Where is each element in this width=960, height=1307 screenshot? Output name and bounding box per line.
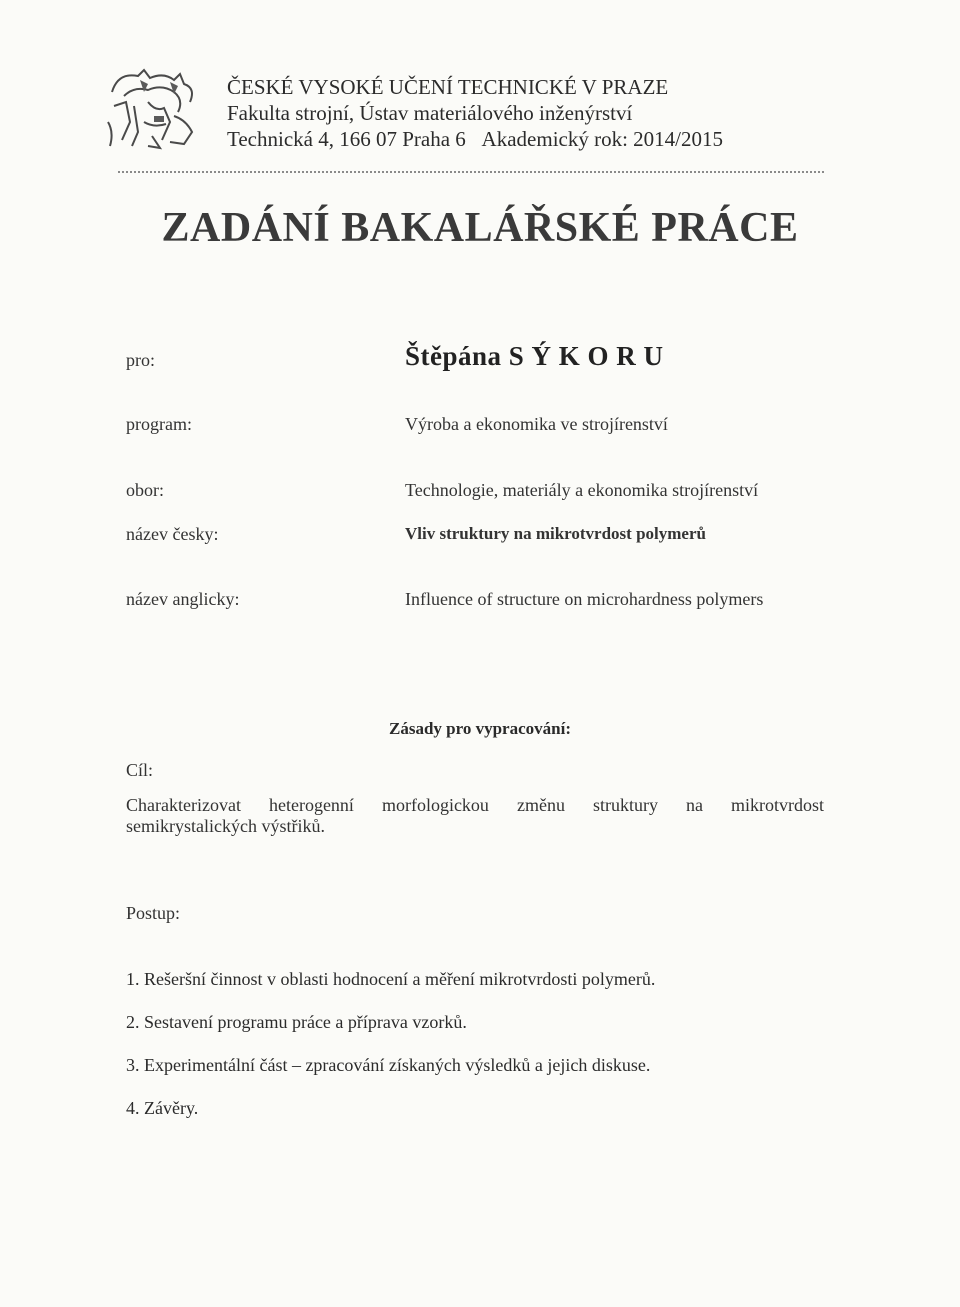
pro-label: pro:: [126, 350, 155, 370]
section-title-zasady: Zásady pro vypracování:: [389, 719, 571, 738]
cil-line-1: Charakterizovat heterogenní morfologickou změnu struktury na mikrotvrdost: [126, 795, 824, 815]
university-name: ČESKÉ VYSOKÉ UČENÍ TECHNICKÉ V PRAZE: [227, 75, 669, 99]
student-name: Štěpána S Ý K O R U: [405, 341, 664, 371]
list-item-step-4: 4. Závěry.: [126, 1098, 199, 1118]
header-divider: [118, 171, 824, 173]
institution-block: [227, 74, 723, 152]
list-item-step-3: 3. Experimentální část – zpracování získaných výsledků a jejich diskuse.: [126, 1055, 651, 1075]
nazev-cesky-label: název česky:: [126, 524, 219, 544]
address: Technická 4, 166 07 Praha 6: [227, 127, 466, 151]
nazev-anglicky-value: Influence of structure on microhardness polymers: [405, 589, 764, 609]
cil-line-2: semikrystalických výstřiků.: [126, 816, 325, 836]
address-line: [227, 126, 723, 152]
list-item-step-1: 1. Rešeršní činnost v oblasti hodnocení a měření mikrotvrdosti polymerů.: [126, 969, 656, 989]
page-title: ZADÁNÍ BAKALÁŘSKÉ PRÁCE: [161, 205, 799, 251]
faculty-name: Fakulta strojní, Ústav materiálového inženýrství: [227, 101, 633, 125]
program-value: Výroba a ekonomika ve strojírenství: [405, 414, 668, 434]
obor-label: obor:: [126, 480, 164, 500]
nazev-cesky-value: Vliv struktury na mikrotvrdost polymerů: [405, 524, 706, 543]
obor-value: Technologie, materiály a ekonomika strojírenství: [405, 480, 759, 500]
list-item-step-2: 2. Sestavení programu práce a příprava vzorků.: [126, 1012, 467, 1032]
postup-label: Postup:: [126, 903, 181, 923]
university-lion-logo-icon: [104, 62, 200, 150]
academic-year: Akademický rok: 2014/2015: [481, 127, 724, 151]
cil-paragraph: [126, 795, 824, 837]
nazev-anglicky-label: název anglicky:: [126, 589, 240, 609]
program-label: program:: [126, 414, 192, 434]
cil-label: Cíl:: [126, 760, 154, 780]
